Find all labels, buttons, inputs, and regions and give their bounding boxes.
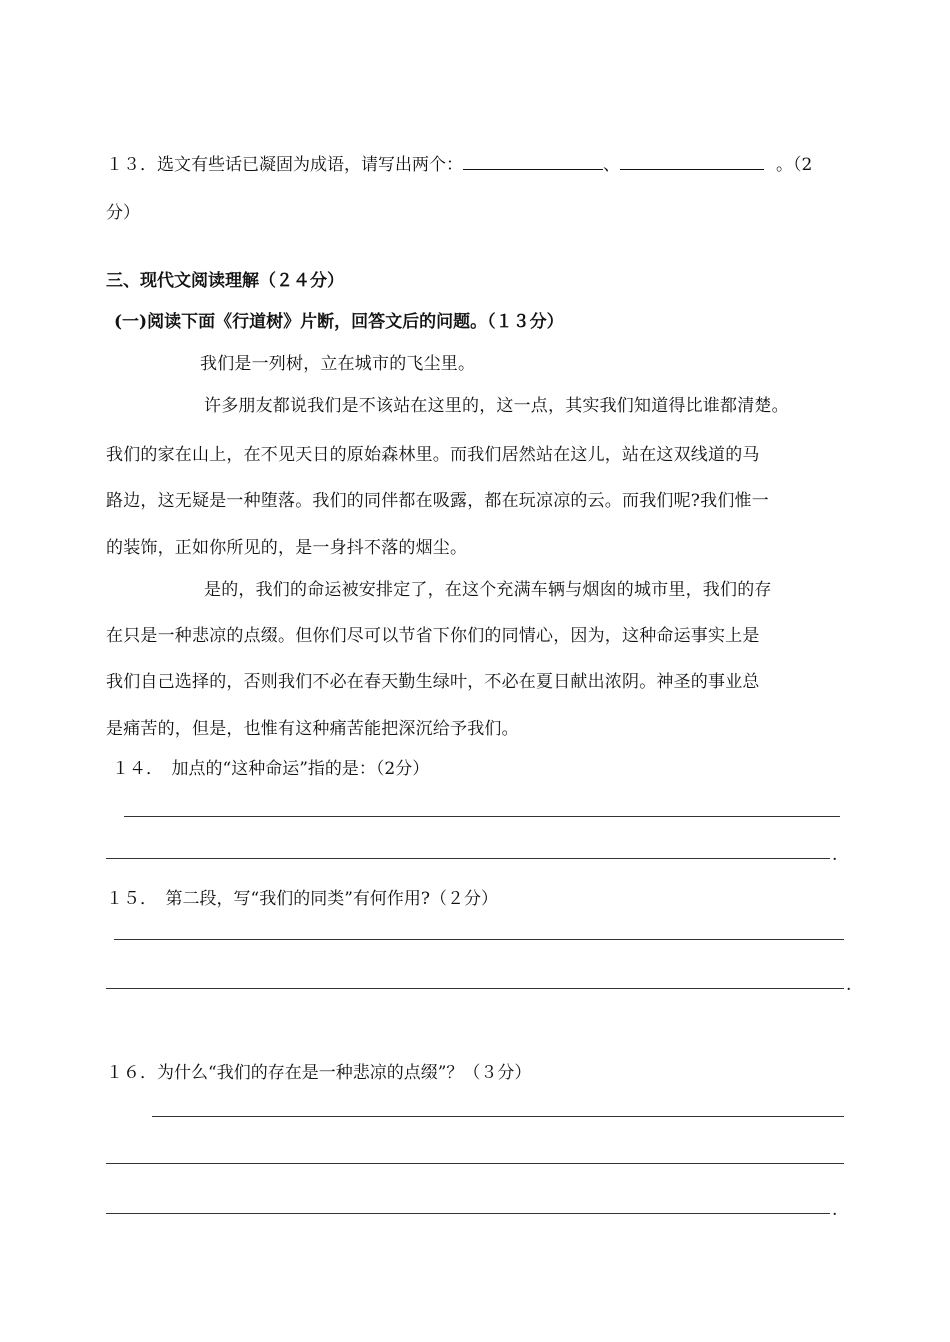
answer-line[interactable]: [106, 858, 830, 859]
question-15: １５． 第二段，写“我们的同类”有何作用?（２分）: [106, 889, 498, 909]
question-13-cont: 分）: [106, 203, 140, 223]
answer-blank-2[interactable]: [620, 151, 764, 170]
passage-p3-line1: 是的，我们的命运被安排定了，在这个充满车辆与烟囱的城市里，我们的存: [204, 580, 772, 600]
answer-end-mark: .: [832, 845, 838, 865]
section-subtitle: (一)阅读下面《行道树》片断，回答文后的问题。（１３分）: [114, 312, 564, 332]
answer-blank-1[interactable]: [463, 151, 603, 170]
answer-end-mark: .: [846, 975, 852, 995]
question-14: １４． 加点的“这种命运”指的是：（2分）: [112, 759, 430, 779]
passage-p3-line3: 我们自己选择的，否则我们不必在春天勤生绿叶，不必在夏日献出浓阴。神圣的事业总: [106, 672, 760, 692]
answer-end-mark: .: [832, 1200, 838, 1220]
answer-line[interactable]: [106, 988, 844, 989]
answer-line[interactable]: [114, 939, 844, 940]
passage-p3-line2: 在只是一种悲凉的点缀。但你们尽可以节省下你们的同情心，因为，这种命运事实上是: [106, 626, 760, 646]
answer-line[interactable]: [106, 1213, 830, 1214]
question-16: １６．为什么“我们的存在是一种悲凉的点缀”？（３分）: [106, 1063, 532, 1083]
passage-p2-line4: 的装饰，正如你所见的，是一身抖不落的烟尘。: [106, 538, 468, 558]
question-13-end: 。（2: [776, 155, 813, 175]
question-13-text: １３．选文有些话已凝固为成语，请写出两个：: [106, 155, 463, 175]
answer-line[interactable]: [106, 1163, 844, 1164]
answer-line[interactable]: [152, 1116, 844, 1117]
passage-p1: 我们是一列树，立在城市的飞尘里。: [200, 354, 476, 374]
passage-p2-line2: 我们的家在山上，在不见天日的原始森林里。而我们居然站在这儿，站在这双线道的马: [106, 445, 760, 465]
passage-p2-line3: 路边，这无疑是一种堕落。我们的同伴都在吸露，都在玩凉凉的云。而我们呢?我们惟一: [106, 491, 769, 511]
question-13: [106, 150, 812, 175]
section-title: 三、现代文阅读理解（２４分）: [106, 271, 344, 291]
passage-p2-line1: 许多朋友都说我们是不该站在这里的，这一点，其实我们知道得比谁都清楚。: [204, 396, 789, 416]
answer-line[interactable]: [124, 816, 840, 817]
separator: 、: [603, 155, 620, 175]
passage-p3-line4: 是痛苦的，但是，也惟有这种痛苦能把深沉给予我们。: [106, 719, 519, 739]
